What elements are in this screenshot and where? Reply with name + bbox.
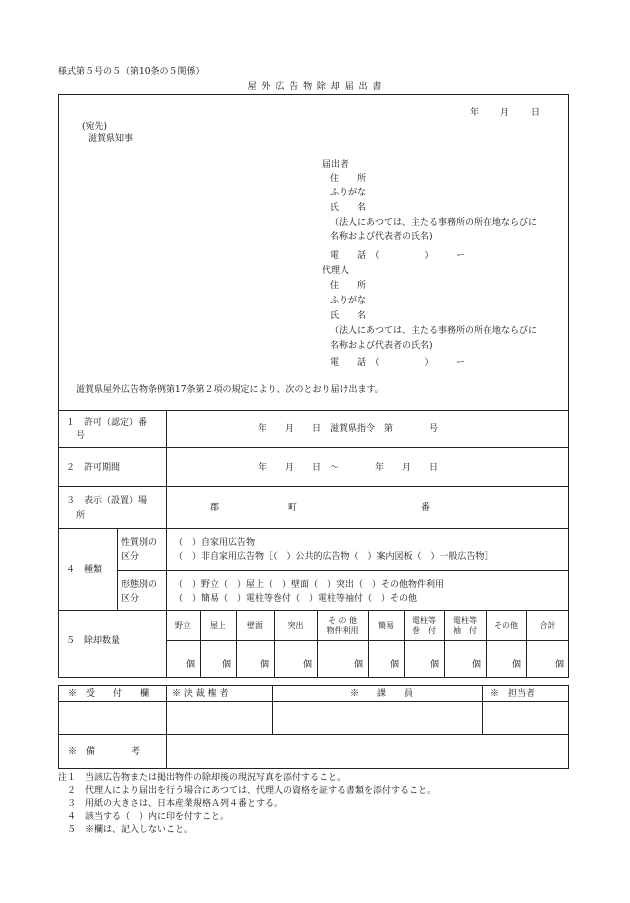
location-label-cont: 所 bbox=[76, 511, 86, 521]
form-label: 形態別の bbox=[121, 580, 158, 590]
count-header-0: 野立 bbox=[175, 621, 191, 630]
note-item: ４ 該当する（ ）内に印を付すこと。 bbox=[58, 812, 230, 822]
count-header-7: 電柱等 袖 付 bbox=[453, 616, 477, 635]
section-staff-header: ※ 課 員 bbox=[350, 689, 414, 699]
date-month-field[interactable]: 月 bbox=[500, 108, 510, 118]
count-input-8[interactable]: 個 bbox=[511, 660, 521, 670]
form-title: 屋 外 広 告 物 除 却 届 出 書 bbox=[247, 82, 383, 92]
office-rule bbox=[58, 734, 569, 735]
notifier-corp-note-2: 名称および代表者の氏名) bbox=[330, 232, 433, 242]
type-subcolumn-divider bbox=[117, 528, 118, 610]
notifier-phone-field[interactable]: 電 話 （ ） ー bbox=[330, 251, 466, 261]
agent-corp-note-2: 名称および代表者の氏名) bbox=[330, 341, 433, 351]
count-input-5[interactable]: 個 bbox=[389, 660, 399, 670]
permit-period-field[interactable]: 年 月 日 ～ 年 月 日 bbox=[258, 463, 439, 473]
date-year-field[interactable]: 年 bbox=[470, 108, 480, 118]
count-input-2[interactable]: 個 bbox=[259, 660, 269, 670]
agent-corp-note-1: （法人にあつては、主たる事務所の所在地ならびに bbox=[330, 326, 538, 336]
permit-period-label: ２ 許可期間 bbox=[66, 463, 121, 473]
date-day-field[interactable]: 日 bbox=[531, 108, 541, 118]
notifier-furigana-field[interactable]: ふりがな bbox=[330, 188, 367, 198]
count-header-1: 屋上 bbox=[210, 621, 226, 630]
agent-heading: 代理人 bbox=[322, 266, 350, 276]
count-header-3: 突出 bbox=[287, 621, 304, 630]
table-rule bbox=[117, 570, 569, 571]
table-rule bbox=[58, 410, 569, 411]
office-divider bbox=[166, 685, 167, 769]
count-header-2: 壁面 bbox=[247, 621, 263, 630]
agent-furigana-field[interactable]: ふりがな bbox=[330, 296, 367, 306]
notifier-heading: 届出者 bbox=[322, 160, 350, 170]
decision-authority-header: ※ 決 裁 権 者 bbox=[172, 689, 229, 699]
removal-count-label: ５ 除却数量 bbox=[66, 636, 121, 646]
agent-phone-field[interactable]: 電 話 （ ） ー bbox=[330, 358, 466, 368]
count-input-7[interactable]: 個 bbox=[471, 660, 481, 670]
note-item: ２ 代理人により届出を行う場合にあつては、代理人の資格を証する書類を添付すること。 bbox=[58, 786, 437, 796]
count-header-4: そ の 他 物件利用 bbox=[326, 616, 359, 635]
nature-option-non-own-ad[interactable]: （ ）非自家用広告物［（ ）公共的広告物（ ）案内図板（ ）一般広告物］ bbox=[174, 552, 494, 562]
notifier-corp-note-1: （法人にあつては、主たる事務所の所在地ならびに bbox=[330, 218, 538, 228]
location-ban-field[interactable]: 番 bbox=[421, 503, 431, 513]
permit-number-field[interactable]: 年 月 日 滋賀県指令 第 号 bbox=[258, 424, 439, 434]
notification-statement: 滋賀県屋外広告物条例第17条第２項の規定により、次のとおり届け出ます。 bbox=[76, 385, 384, 395]
table-rule bbox=[58, 486, 569, 487]
addressee-name: 滋賀県知事 bbox=[88, 134, 134, 144]
office-rule bbox=[58, 701, 569, 702]
agent-name-field[interactable]: 氏 名 bbox=[330, 311, 367, 321]
notifier-address-field[interactable]: 住 所 bbox=[330, 174, 367, 184]
form-options-line-2[interactable]: （ ）簡易（ ）電柱等巻付（ ）電柱等袖付（ ）その他 bbox=[174, 594, 418, 604]
permit-number-label-cont: 号 bbox=[76, 431, 86, 441]
count-header-5: 簡易 bbox=[378, 621, 394, 630]
count-input-6[interactable]: 個 bbox=[429, 660, 439, 670]
form-label-cont: 区分 bbox=[121, 594, 140, 604]
form-reference: 様式第５号の５（第10条の５関係） bbox=[58, 67, 205, 77]
nature-label-cont: 区分 bbox=[121, 552, 140, 562]
note-item: 注１ 当該広告物または掲出物件の除却後の現況写真を添付すること。 bbox=[58, 773, 347, 783]
type-label: ４ 種類 bbox=[66, 565, 103, 575]
count-input-0[interactable]: 個 bbox=[185, 660, 195, 670]
person-in-charge-header: ※ 担当者 bbox=[490, 689, 536, 699]
notifier-name-field[interactable]: 氏 名 bbox=[330, 203, 367, 213]
remarks-label: ※ 備 考 bbox=[68, 747, 141, 757]
location-label: ３ 表示（設置）場 bbox=[66, 496, 148, 506]
form-options-line-1[interactable]: （ ）野立（ ）屋上（ ）壁面（ ）突出（ ）その他物件利用 bbox=[174, 580, 445, 590]
nature-label: 性質別の bbox=[121, 538, 158, 548]
office-divider bbox=[482, 685, 483, 734]
addressee-prefix: (宛先) bbox=[82, 122, 108, 132]
agent-address-field[interactable]: 住 所 bbox=[330, 281, 367, 291]
table-rule bbox=[58, 528, 569, 529]
location-gun-field[interactable]: 郡 bbox=[210, 503, 220, 513]
count-header-6: 電柱等 巻 付 bbox=[412, 616, 436, 635]
count-input-3[interactable]: 個 bbox=[302, 660, 312, 670]
note-item: ３ 用紙の大きさは、日本産業規格Ａ列４番とする。 bbox=[58, 799, 284, 809]
location-cho-field[interactable]: 町 bbox=[288, 503, 298, 513]
table-rule bbox=[58, 447, 569, 448]
label-column-divider bbox=[166, 410, 167, 678]
table-rule bbox=[58, 610, 569, 611]
count-input-4[interactable]: 個 bbox=[353, 660, 363, 670]
count-header-8: その他 bbox=[494, 621, 518, 630]
permit-number-label: １ 許可（認定）番 bbox=[66, 418, 148, 428]
office-divider bbox=[272, 685, 273, 734]
count-input-1[interactable]: 個 bbox=[221, 660, 231, 670]
note-item: ５ ※欄は、記入しないこと。 bbox=[58, 825, 194, 835]
reception-header: ※ 受 付 欄 bbox=[68, 689, 150, 699]
count-input-9[interactable]: 個 bbox=[554, 660, 564, 670]
nature-option-own-ad[interactable]: （ ）自家用広告物 bbox=[174, 538, 256, 548]
count-header-9: 合計 bbox=[539, 621, 556, 630]
